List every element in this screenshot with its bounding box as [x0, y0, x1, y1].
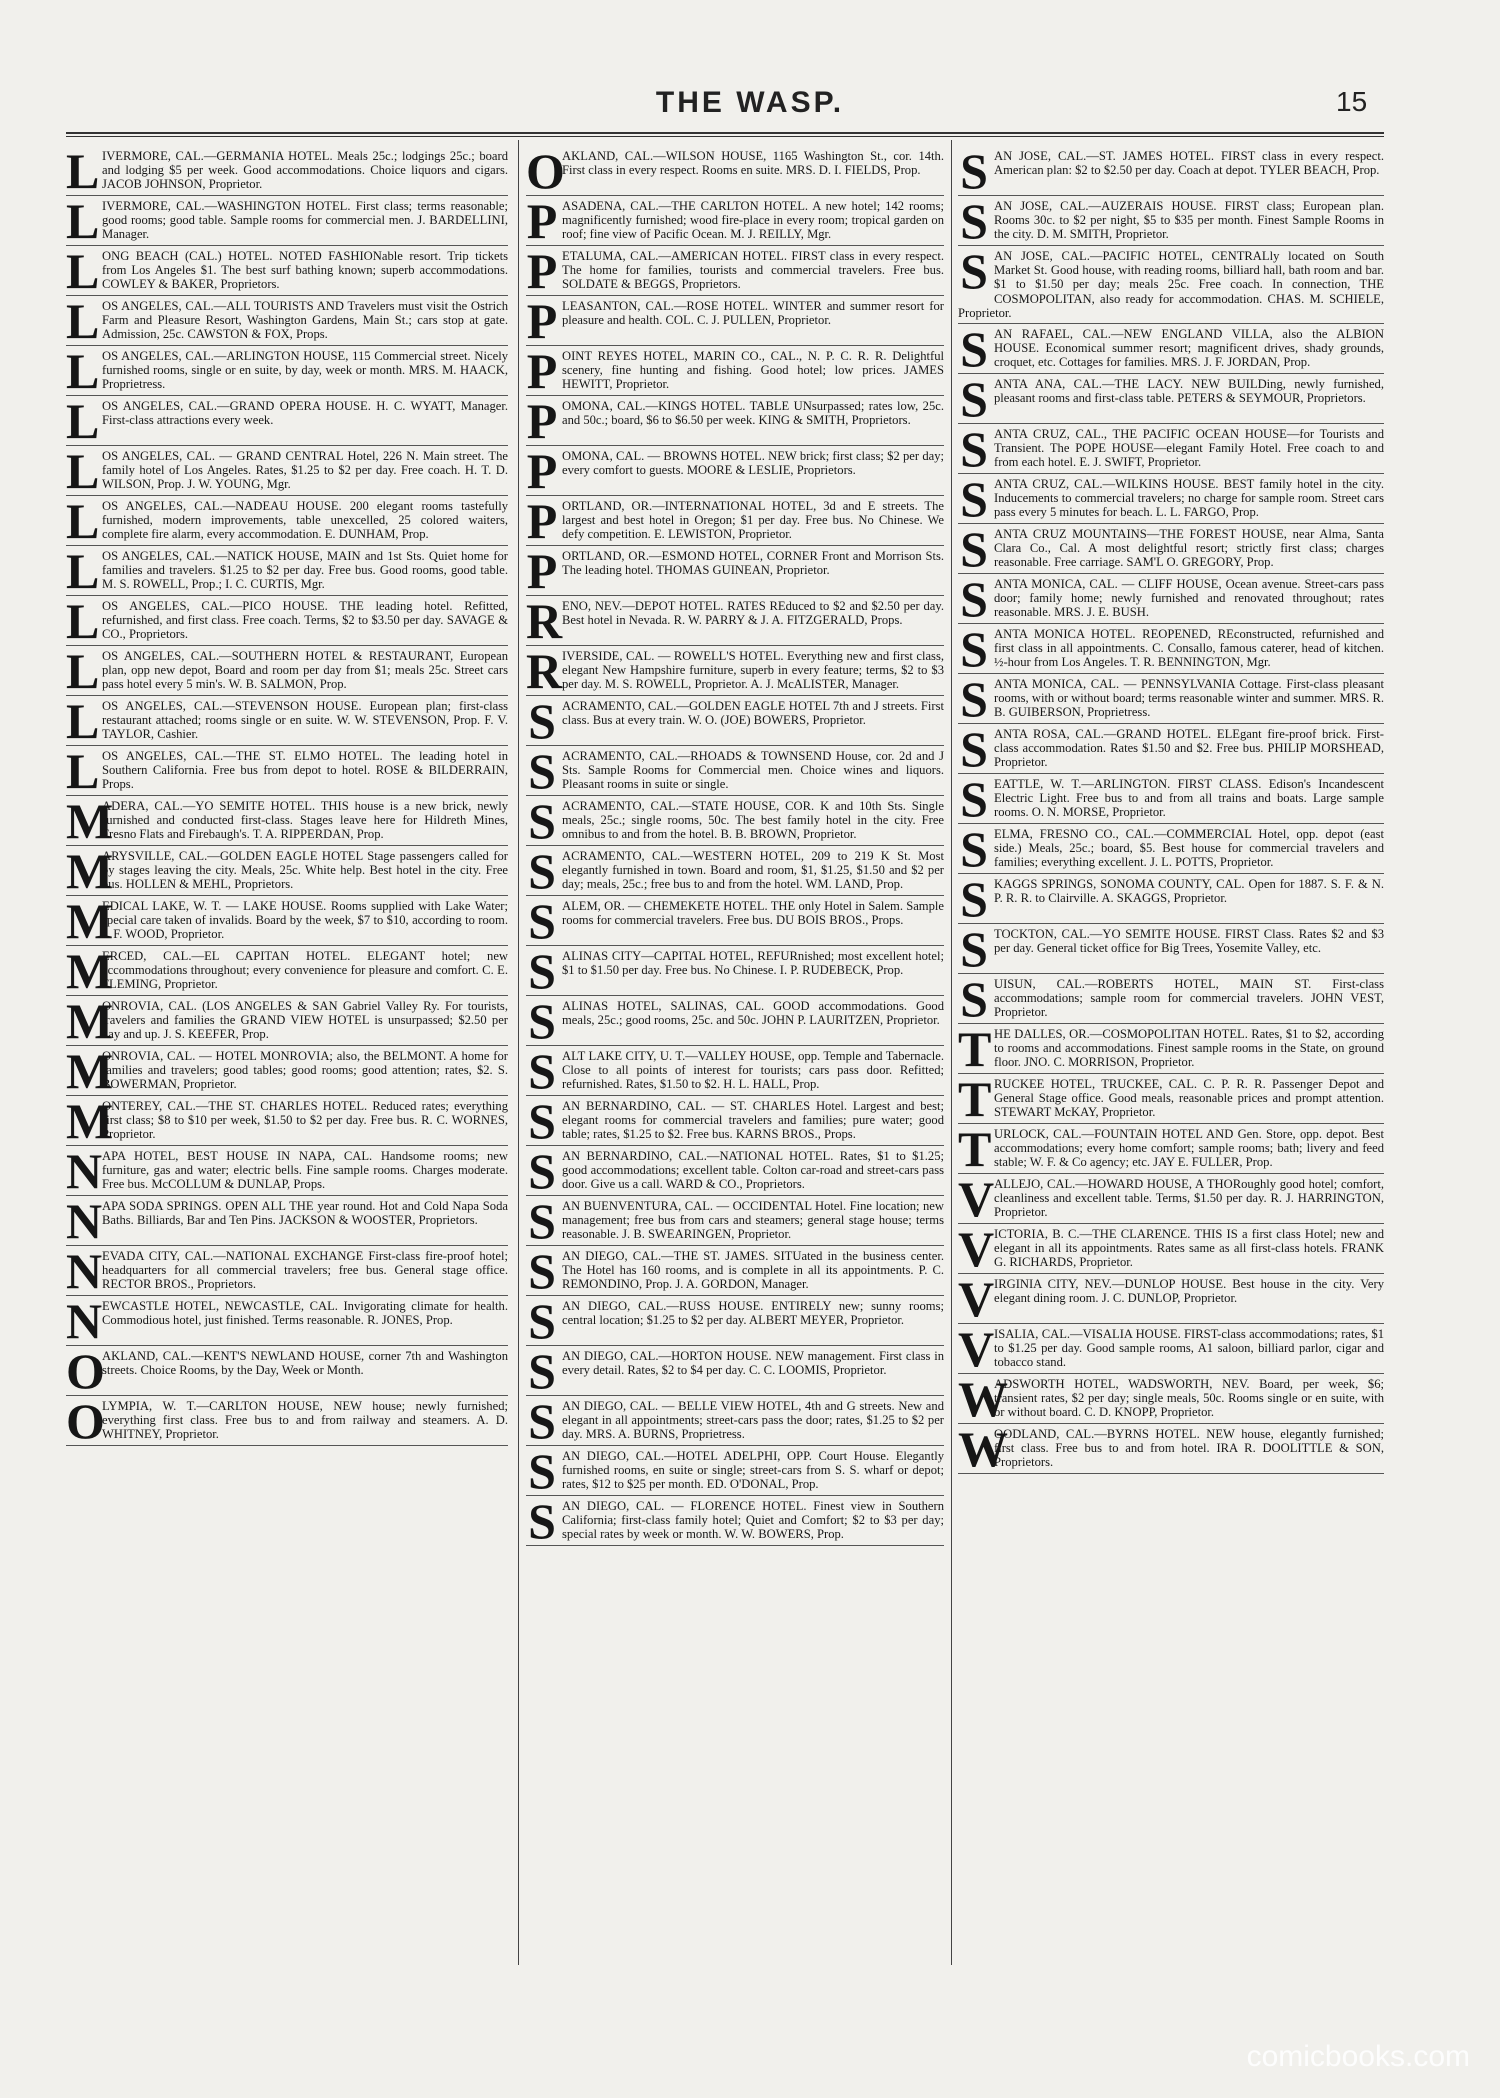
drop-cap-initial: M — [66, 796, 114, 846]
drop-cap-initial: L — [66, 196, 100, 246]
listing-text: OS ANGELES, CAL.—ARLINGTON HOUSE, 115 Commercial street. Nicely furnished rooms, single or en suite, by day, week or month. MRS. M. HAACK, Proprietress. — [102, 349, 508, 392]
drop-cap-initial: S — [960, 774, 988, 825]
drop-cap-initial: P — [526, 246, 558, 296]
listing-text: AN DIEGO, CAL. — BELLE VIEW HOTEL, 4th and G streets. New and elegant in all appointments; street-cars pass the door; rates, $1.25 to $2 per day. MRS. A. BURNS, Proprietress. — [562, 1399, 944, 1442]
hotel-listing — [66, 1246, 508, 1296]
hotel-listing — [958, 974, 1384, 1024]
drop-cap-initial: P — [526, 346, 558, 396]
hotel-listing — [526, 696, 944, 746]
drop-cap-initial: S — [528, 846, 556, 896]
hotel-listing — [526, 196, 944, 246]
drop-cap-initial: W — [958, 1424, 1008, 1475]
listing-text: OS ANGELES, CAL.—NATICK HOUSE, MAIN and 1st Sts. Quiet home for families and travelers. $1.25 to $2 per day. Free bus. Good rooms, good table. M. S. ROWELL, Prop.; I. C. CURTIS, Mgr. — [102, 549, 508, 592]
listing-text: ALEM, OR. — CHEMEKETE HOTEL. THE only Hotel in Salem. Sample rooms for commercial travelers. Free bus. DU BOIS BROS., Props. — [562, 899, 944, 928]
listing-text: ORTLAND, OR.—ESMOND HOTEL, CORNER Front and Morrison Sts. The leading hotel. THOMAS GUINEAN, Proprietor. — [562, 549, 944, 578]
drop-cap-initial: P — [526, 496, 558, 546]
listing-text: APA HOTEL, BEST HOUSE IN NAPA, CAL. Handsome rooms; new furniture, gas and water; electric bells. Fine sample rooms. Charges moderate. Free bus. McCOLLUM & DUNLAP, Props. — [102, 1149, 508, 1192]
hotel-listing — [66, 996, 508, 1046]
listing-text: ASADENA, CAL.—THE CARLTON HOTEL. A new hotel; 142 rooms; magnificently furnished; wood fire-place in every room; tropical garden on roof; fine view of Pacific Ocean. M. J. REILLY, Mgr. — [562, 199, 944, 242]
hotel-listing — [958, 246, 1384, 324]
hotel-listing — [526, 446, 944, 496]
listing-text: ACRAMENTO, CAL.—STATE HOUSE, COR. K and 10th Sts. Single meals, 25c.; single rooms, 50c. The best family hotel in the city. Free omnibus to and from the hotel. B. B. BROWN, Proprietor. — [562, 799, 944, 842]
drop-cap-initial: N — [66, 1296, 103, 1346]
listing-text: EATTLE, W. T.—ARLINGTON. FIRST CLASS. Edison's Incandescent Electric Light. Free bus to and from all trains and boats. Large sample rooms. O. N. MORSE, Proprietor. — [994, 777, 1384, 820]
drop-cap-initial: N — [66, 1196, 103, 1246]
listing-text: ALINAS CITY—CAPITAL HOTEL, REFURnished; most excellent hotel; $1 to $1.50 per day. Free bus. No Chinese. I. P. RUDEBECK, Prop. — [562, 949, 944, 978]
drop-cap-initial: S — [960, 724, 988, 775]
listing-text: ENO, NEV.—DEPOT HOTEL. RATES REduced to $2 and $2.50 per day. Best hotel in Nevada. R. W. PARRY & J. A. FITZGERALD, Props. — [562, 599, 944, 628]
drop-cap-initial: M — [66, 1046, 114, 1096]
hotel-listing — [526, 1146, 944, 1196]
hotel-listing — [958, 1024, 1384, 1074]
drop-cap-initial: S — [528, 796, 556, 846]
drop-cap-initial: P — [526, 446, 558, 496]
hotel-listing — [66, 1046, 508, 1096]
hotel-listing — [526, 546, 944, 596]
hotel-listing — [958, 524, 1384, 574]
hotel-listing — [526, 1046, 944, 1096]
listing-text: IVERMORE, CAL.—WASHINGTON HOTEL. First class; terms reasonable; good rooms; good table. Sample rooms for commercial men. J. BARDELLINI, Manager. — [102, 199, 508, 242]
drop-cap-initial: O — [66, 1346, 105, 1396]
drop-cap-initial: V — [958, 1224, 995, 1275]
hotel-listing — [958, 1224, 1384, 1274]
drop-cap-initial: V — [958, 1274, 995, 1325]
drop-cap-initial: S — [960, 974, 988, 1025]
listing-text: ICTORIA, B. C.—THE CLARENCE. THIS IS a first class Hotel; new and elegant in all its appointments. Rates same as all first-class hotels. FRANK G. RICHARDS, Proprietor. — [994, 1227, 1384, 1270]
hotel-listing — [526, 1396, 944, 1446]
hotel-listing — [526, 496, 944, 546]
listing-text: RUCKEE HOTEL, TRUCKEE, CAL. C. P. R. R. Passenger Depot and General Stage office. Good meals, reasonable prices and prompt attention. STEWART McKAY, Proprietor. — [994, 1077, 1384, 1120]
listing-text: OS ANGELES, CAL.—GRAND OPERA HOUSE. H. C. WYATT, Manager. First-class attractions every week. — [102, 399, 508, 428]
drop-cap-initial: S — [528, 1196, 556, 1246]
hotel-listing — [526, 596, 944, 646]
drop-cap-initial: M — [66, 896, 114, 946]
listing-text: ANTA CRUZ, CAL.—WILKINS HOUSE. BEST family hotel in the city. Inducements to commercial travelers; no charge for sample room. Street cars pass every 5 minutes for beach. L. L. FARGO, Prop. — [994, 477, 1384, 520]
hotel-listing — [958, 1174, 1384, 1224]
listing-text: AN JOSE, CAL.—AUZERAIS HOUSE. FIRST class; European plan. Rooms 30c. to $2 per night, $5 to $35 per month. Finest Sample Rooms in the city. D. M. SMITH, Proprietor. — [994, 199, 1384, 242]
listing-text: ISALIA, CAL.—VISALIA HOUSE. FIRST-class accommodations; rates, $1 to $1.25 per day. Good sample rooms, A1 saloon, billiard parlor, cigar and tobacco stand. — [994, 1327, 1384, 1370]
drop-cap-initial: L — [66, 696, 100, 746]
hotel-listing — [958, 196, 1384, 246]
drop-cap-initial: S — [528, 1396, 556, 1446]
drop-cap-initial: P — [526, 546, 558, 596]
drop-cap-initial: S — [960, 824, 988, 875]
drop-cap-initial: L — [66, 646, 100, 696]
drop-cap-initial: T — [958, 1024, 992, 1075]
hotel-listing — [526, 1246, 944, 1296]
column-divider-2 — [951, 140, 952, 1965]
drop-cap-initial: O — [66, 1396, 105, 1446]
drop-cap-initial: W — [958, 1374, 1008, 1425]
listing-text: HE DALLES, OR.—COSMOPOLITAN HOTEL. Rates, $1 to $2, according to rooms and accommodations. Finest sample rooms in the State, on ground floor. JNO. C. MORRISON, Proprietor. — [994, 1027, 1384, 1070]
hotel-listing — [526, 896, 944, 946]
hotel-listing — [66, 496, 508, 546]
page-number: 15 — [1336, 86, 1368, 117]
hotel-listing — [526, 346, 944, 396]
page-header — [0, 84, 1500, 130]
listing-text: OS ANGELES, CAL.—ALL TOURISTS AND Travelers must visit the Ostrich Farm and Pleasure Resort, Washington Gardens, Main St.; cars stop at gate. Admission, 25c. CAWSTON & FOX, Props. — [102, 299, 508, 342]
drop-cap-initial: R — [526, 646, 563, 696]
listing-text: ALINAS HOTEL, SALINAS, CAL. GOOD accommodations. Good meals, 25c.; good rooms, 25c. and 50c. JOHN P. LAURITZEN, Proprietor. — [562, 999, 944, 1028]
hotel-listing — [526, 746, 944, 796]
drop-cap-initial: S — [960, 524, 988, 575]
listing-text: OMONA, CAL. — BROWNS HOTEL. NEW brick; first class; $2 per day; every comfort to guests. MOORE & LESLIE, Proprietors. — [562, 449, 944, 478]
watermark: comicbooks.com — [1246, 2040, 1470, 2073]
drop-cap-initial: M — [66, 946, 114, 996]
listing-text: KAGGS SPRINGS, SONOMA COUNTY, CAL. Open for 1887. S. F. & N. P. R. R. to Clairville. A. SKAGGS, Proprietor. — [994, 877, 1384, 906]
hotel-listing — [958, 674, 1384, 724]
listing-text: OODLAND, CAL.—BYRNS HOTEL. NEW house, elegantly furnished; first class. Free bus to and from hotel. IRA R. DOOLITTLE & SON, Proprietors. — [994, 1427, 1384, 1470]
hotel-listing — [958, 1074, 1384, 1124]
drop-cap-initial: L — [66, 146, 100, 196]
hotel-listing — [958, 924, 1384, 974]
drop-cap-initial: L — [66, 546, 100, 596]
hotel-listing — [66, 1296, 508, 1346]
drop-cap-initial: S — [528, 1046, 556, 1096]
listing-text: AN JOSE, CAL.—PACIFIC HOTEL, CENTRALly located on South Market St. Good house, with reading rooms, billiard hall, bath room and bar. $1 to $1.50 per day; meals 25c. Free coach. In connection, THE COSMOPOLITAN, also ready for accommodation. CHAS. M. SCHIELE, Proprietor. — [958, 249, 1384, 320]
hotel-listing — [66, 1096, 508, 1146]
listing-text: ACRAMENTO, CAL.—WESTERN HOTEL, 209 to 219 K St. Most elegantly furnished in town. Board and room, $1, $1.25, $1.50 and $2 per day; meals, 25c.; free bus to and from the hotel. WM. LAND, Prop. — [562, 849, 944, 892]
listing-text: ERCED, CAL.—EL CAPITAN HOTEL. ELEGANT hotel; new accommodations throughout; every convenience for pleasure and comfort. C. E. FLEMING, Proprietor. — [102, 949, 508, 992]
drop-cap-initial: S — [528, 1146, 556, 1196]
hotel-listing — [66, 346, 508, 396]
hotel-listing — [526, 146, 944, 196]
hotel-listing — [526, 1346, 944, 1396]
drop-cap-initial: M — [66, 1096, 114, 1146]
drop-cap-initial: N — [66, 1146, 103, 1196]
drop-cap-initial: S — [528, 996, 556, 1046]
listing-text: AKLAND, CAL.—KENT'S NEWLAND HOUSE, corner 7th and Washington streets. Choice Rooms, by the Day, Week or Month. — [102, 1349, 508, 1378]
hotel-listing — [526, 646, 944, 696]
hotel-listing — [526, 396, 944, 446]
drop-cap-initial: S — [960, 196, 988, 246]
listing-text: ONTEREY, CAL.—THE ST. CHARLES HOTEL. Reduced rates; everything first class; $8 to $10 per week, $1.50 to $2 per day. Free bus. R. C. WORNES, Proprietor. — [102, 1099, 508, 1142]
listing-text: OMONA, CAL.—KINGS HOTEL. TABLE UNsurpassed; rates low, 25c. and 50c.; board, $6 to $6.50 per week. KING & SMITH, Proprietors. — [562, 399, 944, 428]
hotel-listing — [958, 574, 1384, 624]
listing-text: ANTA ANA, CAL.—THE LACY. NEW BUILDing, newly furnished, pleasant rooms and first-class table. PETERS & SEYMOUR, Proprietors. — [994, 377, 1384, 406]
listing-text: AN JOSE, CAL.—ST. JAMES HOTEL. FIRST class in every respect. American plan: $2 to $2.50 per day. Coach at depot. TYLER BEACH, Prop. — [994, 149, 1384, 178]
drop-cap-initial: S — [528, 1296, 556, 1346]
hotel-listing — [66, 396, 508, 446]
listing-text: AN RAFAEL, CAL.—NEW ENGLAND VILLA, also the ALBION HOUSE. Economical summer resort; magnificent drives, shady grounds, croquet, etc. Cottages for families. MRS. J. F. JORDAN, Prop. — [994, 327, 1384, 370]
hotel-listing — [66, 596, 508, 646]
listing-text: EVADA CITY, CAL.—NATIONAL EXCHANGE First-class fire-proof hotel; headquarters for all commercial travelers; free bus. General stage office. RECTOR BROS., Proprietors. — [102, 1249, 508, 1292]
hotel-listing — [958, 1424, 1384, 1474]
hotel-listing — [66, 1346, 508, 1396]
drop-cap-initial: L — [66, 246, 100, 296]
drop-cap-initial: S — [528, 1246, 556, 1296]
drop-cap-initial: N — [66, 1246, 103, 1296]
listing-text: OS ANGELES, CAL.—SOUTHERN HOTEL & RESTAURANT, European plan, opp new depot, Board and room per day from $1; meals 25c. Street cars pass hotel every 5 min's. W. B. SALMON, Prop. — [102, 649, 508, 692]
listing-text: AN DIEGO, CAL.—HOTEL ADELPHI, OPP. Court House. Elegantly furnished rooms, en suite or single; street-cars from S. S. wharf or depot; rates, $12 to $25 per month. ED. O'DONAL, Prop. — [562, 1449, 944, 1492]
hotel-listing — [66, 446, 508, 496]
drop-cap-initial: S — [960, 924, 988, 975]
listing-text: AN DIEGO, CAL. — FLORENCE HOTEL. Finest view in Southern California; first-class family hotel; Quiet and Comfort; $2 to $3 per day; special rates by week or month. W. W. BOWERS, Prop. — [562, 1499, 944, 1542]
drop-cap-initial: S — [528, 1096, 556, 1146]
drop-cap-initial: M — [66, 846, 114, 896]
drop-cap-initial: V — [958, 1324, 995, 1375]
drop-cap-initial: S — [960, 324, 988, 375]
drop-cap-initial: S — [960, 246, 988, 299]
hotel-listing — [958, 624, 1384, 674]
listing-text: ALT LAKE CITY, U. T.—VALLEY HOUSE, opp. Temple and Tabernacle. Close to all points of interest for tourists; cars pass door. Refitted; refurnished. Rates, $1.50 to $2. H. L. HALL, Prop. — [562, 1049, 944, 1092]
listing-text: ONROVIA, CAL. (LOS ANGELES & SAN Gabriel Valley Ry. For tourists, travelers and families the GRAND VIEW HOTEL is unsurpassed; $2.50 per day and up. J. S. KEEFER, Prop. — [102, 999, 508, 1042]
drop-cap-initial: S — [528, 1346, 556, 1396]
drop-cap-initial: S — [960, 674, 988, 725]
listing-text: ALLEJO, CAL.—HOWARD HOUSE, A THORoughly good hotel; comfort, cleanliness and excellent table. Terms, $1.50 per day. R. J. HARRINGTON, Proprietor. — [994, 1177, 1384, 1220]
listing-text: OS ANGELES, CAL.—STEVENSON HOUSE. European plan; first-class restaurant attached; rooms single or en suite. W. W. STEVENSON, Prop. F. V. TAYLOR, Cashier. — [102, 699, 508, 742]
hotel-listing — [958, 774, 1384, 824]
drop-cap-initial: L — [66, 496, 100, 546]
drop-cap-initial: S — [960, 374, 988, 425]
listing-text: AN BERNARDINO, CAL. — ST. CHARLES Hotel. Largest and best; elegant rooms for commercial travelers and families; pure water; good table; rates, $1.25 to $2. Free bus. KARNS BROS., Props. — [562, 1099, 944, 1142]
listing-text: ANTA MONICA HOTEL. REOPENED, REconstructed, refurnished and first class in all appointments. C. Consallo, famous caterer, head of kitchen. ½-hour from Los Angeles. T. R. BENNINGTON, Mgr. — [994, 627, 1384, 670]
hotel-listing — [66, 196, 508, 246]
header-rule-thin — [66, 136, 1384, 137]
publication-title: THE WASP. — [655, 86, 845, 119]
drop-cap-initial: L — [66, 746, 100, 796]
listing-text: OS ANGELES, CAL.—NADEAU HOUSE. 200 elegant rooms tastefully furnished, modern improvements, table unexcelled, 25 colored waiters, complete fire alarm, every accommodation. E. DUNHAM, Prop. — [102, 499, 508, 542]
drop-cap-initial: S — [960, 624, 988, 675]
hotel-listing — [958, 1274, 1384, 1324]
drop-cap-initial: T — [958, 1074, 992, 1125]
drop-cap-initial: S — [528, 946, 556, 996]
listing-text: UISUN, CAL.—ROBERTS HOTEL, MAIN ST. First-class accommodations; sample room for commercial travelers. JOHN VEST, Proprietor. — [994, 977, 1384, 1020]
drop-cap-initial: S — [528, 746, 556, 796]
hotel-listing — [958, 324, 1384, 374]
listing-text: IVERMORE, CAL.—GERMANIA HOTEL. Meals 25c.; lodgings 25c.; board and lodging $5 per week. Good accommodations. Choice liquors and cigars. JACOB JOHNSON, Proprietor. — [102, 149, 508, 192]
drop-cap-initial: M — [66, 996, 114, 1046]
drop-cap-initial: V — [958, 1174, 995, 1225]
listing-text: AN BUENVENTURA, CAL. — OCCIDENTAL Hotel. Fine location; new management; free bus from cars and steamers; general stage house; terms reasonable. J. B. SWEARINGEN, Proprietor. — [562, 1199, 944, 1242]
listing-text: IVERSIDE, CAL. — ROWELL'S HOTEL. Everything new and first class, elegant New Hampshire furniture, superb in every feature; terms, $2 to $3 per day. M. S. ROWELL, Proprietor. A. J. McALISTER, Manager. — [562, 649, 944, 692]
hotel-listing — [526, 1296, 944, 1346]
hotel-listing — [526, 946, 944, 996]
drop-cap-initial: S — [960, 474, 988, 525]
hotel-listing — [526, 1446, 944, 1496]
drop-cap-initial: L — [66, 346, 100, 396]
listing-text: ANTA MONICA, CAL. — PENNSYLVANIA Cottage. First-class pleasant rooms, with or without board; terms reasonable winter and summer. MRS. R. B. GUIBERSON, Proprietress. — [994, 677, 1384, 720]
hotel-listing — [66, 646, 508, 696]
drop-cap-initial: S — [960, 874, 988, 925]
hotel-listing — [526, 1096, 944, 1146]
drop-cap-initial: L — [66, 396, 100, 446]
drop-cap-initial: S — [960, 146, 988, 196]
listing-text: TOCKTON, CAL.—YO SEMITE HOUSE. FIRST Class. Rates $2 and $3 per day. General ticket office for Big Trees, Yosemite Valley, etc. — [994, 927, 1384, 956]
hotel-listing — [958, 474, 1384, 524]
listing-text: AN DIEGO, CAL.—RUSS HOUSE. ENTIRELY new; sunny rooms; central location; $1.25 to $2 per day. ALBERT MEYER, Proprietor. — [562, 1299, 944, 1328]
column-divider-1 — [518, 140, 519, 1965]
hotel-listing — [526, 996, 944, 1046]
drop-cap-initial: P — [526, 296, 558, 346]
listing-text: IRGINIA CITY, NEV.—DUNLOP HOUSE. Best house in the city. Very elegant dining room. J. C. DUNLOP, Proprietor. — [994, 1277, 1384, 1306]
hotel-listing — [66, 1196, 508, 1246]
hotel-listing — [66, 1396, 508, 1446]
listing-text: AN DIEGO, CAL.—HORTON HOUSE. NEW management. First class in every detail. Rates, $2 to $4 per day. C. C. LOOMIS, Proprietor. — [562, 1349, 944, 1378]
listing-text: AN DIEGO, CAL.—THE ST. JAMES. SITUated in the business center. The Hotel has 160 rooms, and is complete in all its appointments. P. C. REMONDINO, Prop. J. A. GORDON, Manager. — [562, 1249, 944, 1292]
hotel-listing — [66, 796, 508, 846]
hotel-listing — [958, 1124, 1384, 1174]
listing-text: ONROVIA, CAL. — HOTEL MONROVIA; also, the BELMONT. A home for families and travelers; good tables; good rooms; good attention; rates, $2. S. BOWERMAN, Proprietor. — [102, 1049, 508, 1092]
listing-text: OS ANGELES, CAL.—THE ST. ELMO HOTEL. The leading hotel in Southern California. Free bus from depot to hotel. ROSE & BILDERRAIN, Props. — [102, 749, 508, 792]
listing-text: APA SODA SPRINGS. OPEN ALL THE year round. Hot and Cold Napa Soda Baths. Billiards, Bar and Ten Pins. JACKSON & WOOSTER, Proprietors. — [102, 1199, 508, 1228]
listing-text: ELMA, FRESNO CO., CAL.—COMMERCIAL Hotel, opp. depot (east side.) Meals, 25c.; board, $5. Best house for commercial travelers and families; everything excellent. J. L. POTTS, Proprietor. — [994, 827, 1384, 870]
hotel-listing — [66, 946, 508, 996]
listing-text: URLOCK, CAL.—FOUNTAIN HOTEL AND Gen. Store, opp. depot. Best accommodations; every home comfort; sample rooms; bath; livery and feed stable; W. F. & Co agency; etc. JAY E. FULLER, Prop. — [994, 1127, 1384, 1170]
hotel-listing — [958, 374, 1384, 424]
listing-text: LEASANTON, CAL.—ROSE HOTEL. WINTER and summer resort for pleasure and health. COL. C. J. PULLEN, Proprietor. — [562, 299, 944, 328]
hotel-listing — [526, 1496, 944, 1546]
listing-text: ETALUMA, CAL.—AMERICAN HOTEL. FIRST class in every respect. The home for families, tourists and commercial travelers. Free bus. SOLDATE & BEGGS, Proprietors. — [562, 249, 944, 292]
hotel-listing — [66, 896, 508, 946]
hotel-listing — [526, 796, 944, 846]
drop-cap-initial: S — [528, 1496, 556, 1546]
listing-text: ONG BEACH (CAL.) HOTEL. NOTED FASHIONable resort. Trip tickets from Los Angeles $1. The best surf bathing known; superb accommodations. COWLEY & BAKER, Proprietors. — [102, 249, 508, 292]
hotel-listing — [66, 546, 508, 596]
listing-text: LYMPIA, W. T.—CARLTON HOUSE, NEW house; newly furnished; everything first class. Free bus to and from railway and steamers. A. D. WHITNEY, Proprietor. — [102, 1399, 508, 1442]
hotel-listing — [958, 724, 1384, 774]
listing-text: ANTA CRUZ MOUNTAINS—THE FOREST HOUSE, near Alma, Santa Clara Co., Cal. A most delightful resort; strictly first class; charges reasonable. Free carriage. SAM'L O. GREGORY, Prop. — [994, 527, 1384, 570]
listing-text: ANTA CRUZ, CAL., THE PACIFIC OCEAN HOUSE—for Tourists and Transient. The POPE HOUSE—elegant Family Hotel. Free coach to and from each hotel. E. J. SWIFT, Proprietor. — [994, 427, 1384, 470]
hotel-listing — [958, 824, 1384, 874]
drop-cap-initial: P — [526, 396, 558, 446]
hotel-listing — [66, 1146, 508, 1196]
hotel-listing — [66, 696, 508, 746]
header-rule — [66, 132, 1384, 134]
listing-text: ANTA MONICA, CAL. — CLIFF HOUSE, Ocean avenue. Street-cars pass door; family home; newly furnished and renovated throughout; rates reasonable. MRS. J. E. BUSH. — [994, 577, 1384, 620]
listing-text: ADERA, CAL.—YO SEMITE HOTEL. THIS house is a new brick, newly furnished and conducted first-class. Stages leave here for Hildreth Mines, Fresno Flats and Firebaugh's. T. A. RIPPERDAN, Prop. — [102, 799, 508, 842]
drop-cap-initial: S — [528, 696, 556, 746]
drop-cap-initial: L — [66, 446, 100, 496]
listing-text: ACRAMENTO, CAL.—GOLDEN EAGLE HOTEL 7th and J streets. First class. Bus at every train. W. O. (JOE) BOWERS, Proprietor. — [562, 699, 944, 728]
hotel-listing — [526, 1196, 944, 1246]
listing-text: ANTA ROSA, CAL.—GRAND HOTEL. ELEgant fire-proof brick. First-class accommodation. Rates $1.50 and $2. Free bus. PHILIP MORSHEAD, Proprietor. — [994, 727, 1384, 770]
listing-text: ADSWORTH HOTEL, WADSWORTH, NEV. Board, per week, $6; transient rates, $2 per day; single meals, 50c. Rooms single or en suite, with or without board. C. D. KNOPP, Proprietor. — [994, 1377, 1384, 1420]
column-3 — [958, 146, 1384, 1964]
drop-cap-initial: L — [66, 296, 100, 346]
drop-cap-initial: R — [526, 596, 563, 646]
hotel-listing — [66, 746, 508, 796]
drop-cap-initial: L — [66, 596, 100, 646]
hotel-listing — [526, 846, 944, 896]
hotel-listing — [526, 246, 944, 296]
drop-cap-initial: S — [960, 424, 988, 475]
hotel-listing — [66, 846, 508, 896]
listing-text: OINT REYES HOTEL, MARIN CO., CAL., N. P. C. R. R. Delightful scenery, fine hunting and fishing. Good hotel; low prices. JAMES HEWITT, Proprietor. — [562, 349, 944, 392]
drop-cap-initial: O — [526, 146, 565, 196]
hotel-listing — [526, 296, 944, 346]
column-2 — [526, 146, 944, 1964]
drop-cap-initial: P — [526, 196, 558, 246]
hotel-listing — [958, 146, 1384, 196]
drop-cap-initial: S — [960, 574, 988, 625]
hotel-listing — [66, 246, 508, 296]
hotel-listing — [958, 424, 1384, 474]
listing-text: OS ANGELES, CAL. — GRAND CENTRAL Hotel, 226 N. Main street. The family hotel of Los Angeles. Rates, $1.25 to $2 per day. Free coach. H. T. D. WILSON, Prop. J. W. YOUNG, Mgr. — [102, 449, 508, 492]
hotel-listing — [66, 146, 508, 196]
drop-cap-initial: S — [528, 896, 556, 946]
listing-text: EWCASTLE HOTEL, NEWCASTLE, CAL. Invigorating climate for health. Commodious hotel, just finished. Terms reasonable. R. JONES, Prop. — [102, 1299, 508, 1328]
hotel-listing — [958, 1324, 1384, 1374]
drop-cap-initial: S — [528, 1446, 556, 1496]
listing-text: ARYSVILLE, CAL.—GOLDEN EAGLE HOTEL Stage passengers called for by stages leaving the city. Meals, 25c. White help. Best hotel in the city. Free bus. HOLLEN & MEHL, Proprietors. — [102, 849, 508, 892]
listing-text: ORTLAND, OR.—INTERNATIONAL HOTEL, 3d and E streets. The largest and best hotel in Oregon; $1 per day. Free bus. No Chinese. We defy competition. E. LEWISTON, Proprietor. — [562, 499, 944, 542]
hotel-listing — [66, 296, 508, 346]
listing-text: AKLAND, CAL.—WILSON HOUSE, 1165 Washington St., cor. 14th. First class in every respect. Rooms en suite. MRS. D. I. FIELDS, Prop. — [562, 149, 944, 178]
column-1 — [66, 146, 508, 1964]
hotel-listing — [958, 1374, 1384, 1424]
drop-cap-initial: T — [958, 1124, 992, 1175]
listing-text: AN BERNARDINO, CAL.—NATIONAL HOTEL. Rates, $1 to $1.25; good accommodations; excellent table. Colton car-road and street-cars pass door. Give us a call. WARD & CO., Proprietors. — [562, 1149, 944, 1192]
listing-text: EDICAL LAKE, W. T. — LAKE HOUSE. Rooms supplied with Lake Water; special care taken of invalids. Board by the week, $7 to $10, according to room. J. F. WOOD, Proprietor. — [102, 899, 508, 942]
listing-text: OS ANGELES, CAL.—PICO HOUSE. THE leading hotel. Refitted, refurnished, and first class. Free coach. Terms, $2 to $3.50 per day. SAVAGE & CO., Proprietors. — [102, 599, 508, 642]
listing-text: ACRAMENTO, CAL.—RHOADS & TOWNSEND House, cor. 2d and J Sts. Sample Rooms for Commercial men. Choice wines and liquors. Pleasant rooms in suite or single. — [562, 749, 944, 792]
hotel-listing — [958, 874, 1384, 924]
